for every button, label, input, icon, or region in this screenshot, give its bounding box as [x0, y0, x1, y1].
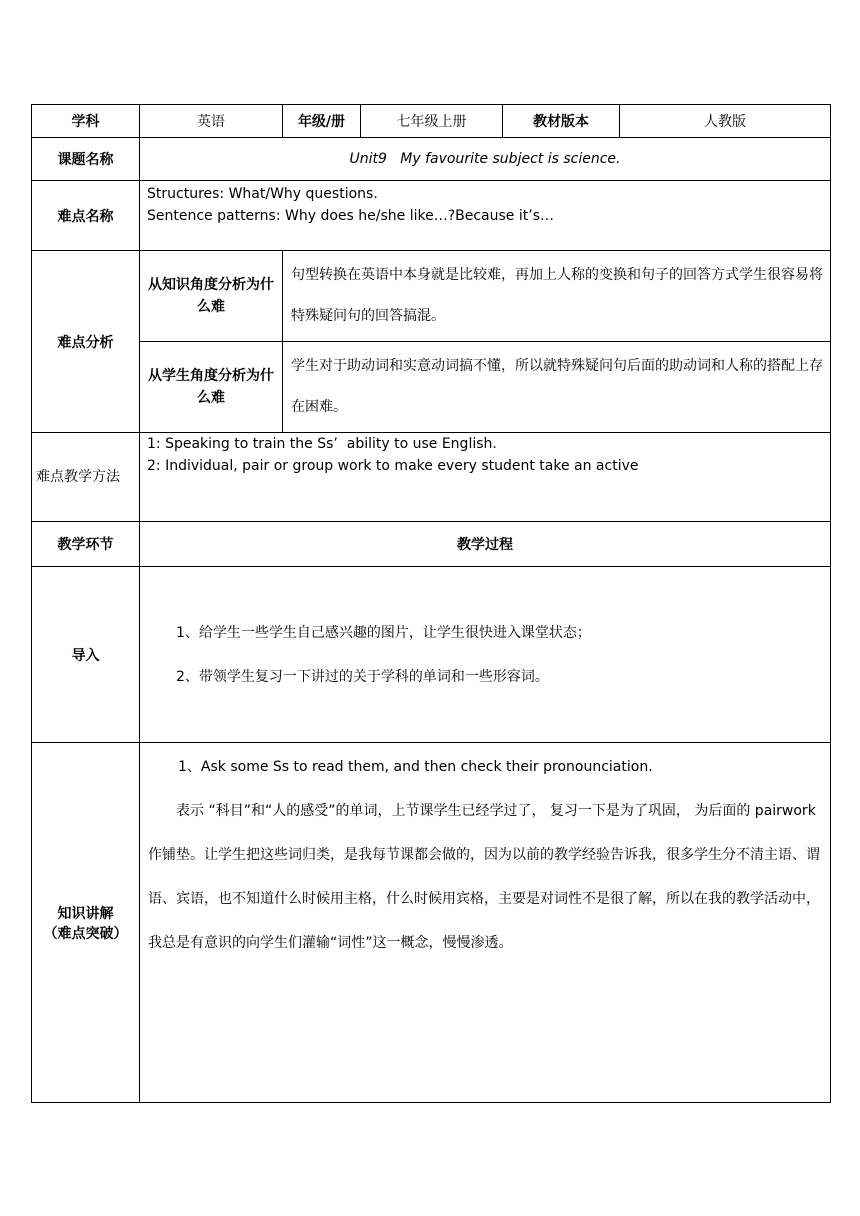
analysis-row-student	[32, 342, 831, 433]
explain-label-line-2: （难点突破）	[43, 925, 128, 942]
intro-step-1: 1、给学生一些学生自己感兴趣的图片，让学生很快进入课堂状态；	[176, 624, 591, 641]
explain-row	[32, 743, 831, 1103]
process-header: 教学过程	[140, 522, 831, 567]
difficulty-line-2: Sentence patterns: Why does he/she like…?Because it’s…	[147, 208, 554, 224]
intro-row	[32, 567, 831, 743]
lesson-row	[32, 138, 831, 181]
explain-paragraph-2: 表示 “科目”和“人的感受”的单词，上节课学生已经学过了， 复习一下是为了巩固， 为后面的 pairwork 作铺垫。让学生把这些词归类，是我每节课都会做的，因为以前的教学经验告诉我，很多学生分不清主语、谓语、宾语，也不知道什么时候用主格，什么时候用宾格，主要是对词性不是很了解，所以在我的教学活动中，我总是有意识的向学生们灌输“词性”这一概念，慢慢渗透。	[148, 803, 820, 951]
analysis-row-knowledge	[32, 251, 831, 342]
edition-label: 教材版本	[503, 105, 620, 138]
lesson-title: Unit9 My favourite subject is science.	[140, 138, 831, 181]
difficulty-label: 难点名称	[32, 181, 140, 251]
method-line-1: 1: Speaking to train the Ss’ ability to use English.	[147, 436, 497, 452]
knowledge-angle-label: 从知识角度分析为什么难	[140, 251, 283, 342]
stage-header: 教学环节	[32, 522, 140, 567]
method-line-2: 2: Individual, pair or group work to make every student take an active	[147, 458, 639, 474]
explain-label-line-1: 知识讲解	[57, 905, 114, 922]
lesson-label: 课题名称	[32, 138, 140, 181]
intro-content	[140, 567, 831, 743]
difficulty-line-1: Structures: What/Why questions.	[147, 186, 378, 202]
grade-value: 七年级上册	[361, 105, 503, 138]
subject-value: 英语	[140, 105, 283, 138]
grade-label: 年级/册	[283, 105, 361, 138]
difficulty-content	[140, 181, 831, 251]
explain-label	[32, 743, 140, 1103]
method-content	[140, 433, 831, 522]
lesson-plan-table	[31, 104, 831, 1103]
student-angle-label: 从学生角度分析为什么难	[140, 342, 283, 433]
intro-step-2: 2、带领学生复习一下讲过的关于学科的单词和一些形容词。	[176, 668, 549, 685]
method-label: 难点教学方法	[32, 433, 140, 522]
student-angle-text: 学生对于助动词和实意动词搞不懂，所以就特殊疑问句后面的助动词和人称的搭配上存在困难。	[283, 342, 831, 433]
process-header-row	[32, 522, 831, 567]
analysis-label: 难点分析	[32, 251, 140, 433]
explain-content	[140, 743, 831, 1103]
edition-value: 人教版	[620, 105, 831, 138]
header-row	[32, 105, 831, 138]
difficulty-row	[32, 181, 831, 251]
subject-label: 学科	[32, 105, 140, 138]
method-row	[32, 433, 831, 522]
explain-paragraph-1: 1、Ask some Ss to read them, and then check their pronounciation.	[178, 759, 653, 775]
intro-label: 导入	[32, 567, 140, 743]
knowledge-angle-text: 句型转换在英语中本身就是比较难，再加上人称的变换和句子的回答方式学生很容易将特殊疑问句的回答搞混。	[283, 251, 831, 342]
